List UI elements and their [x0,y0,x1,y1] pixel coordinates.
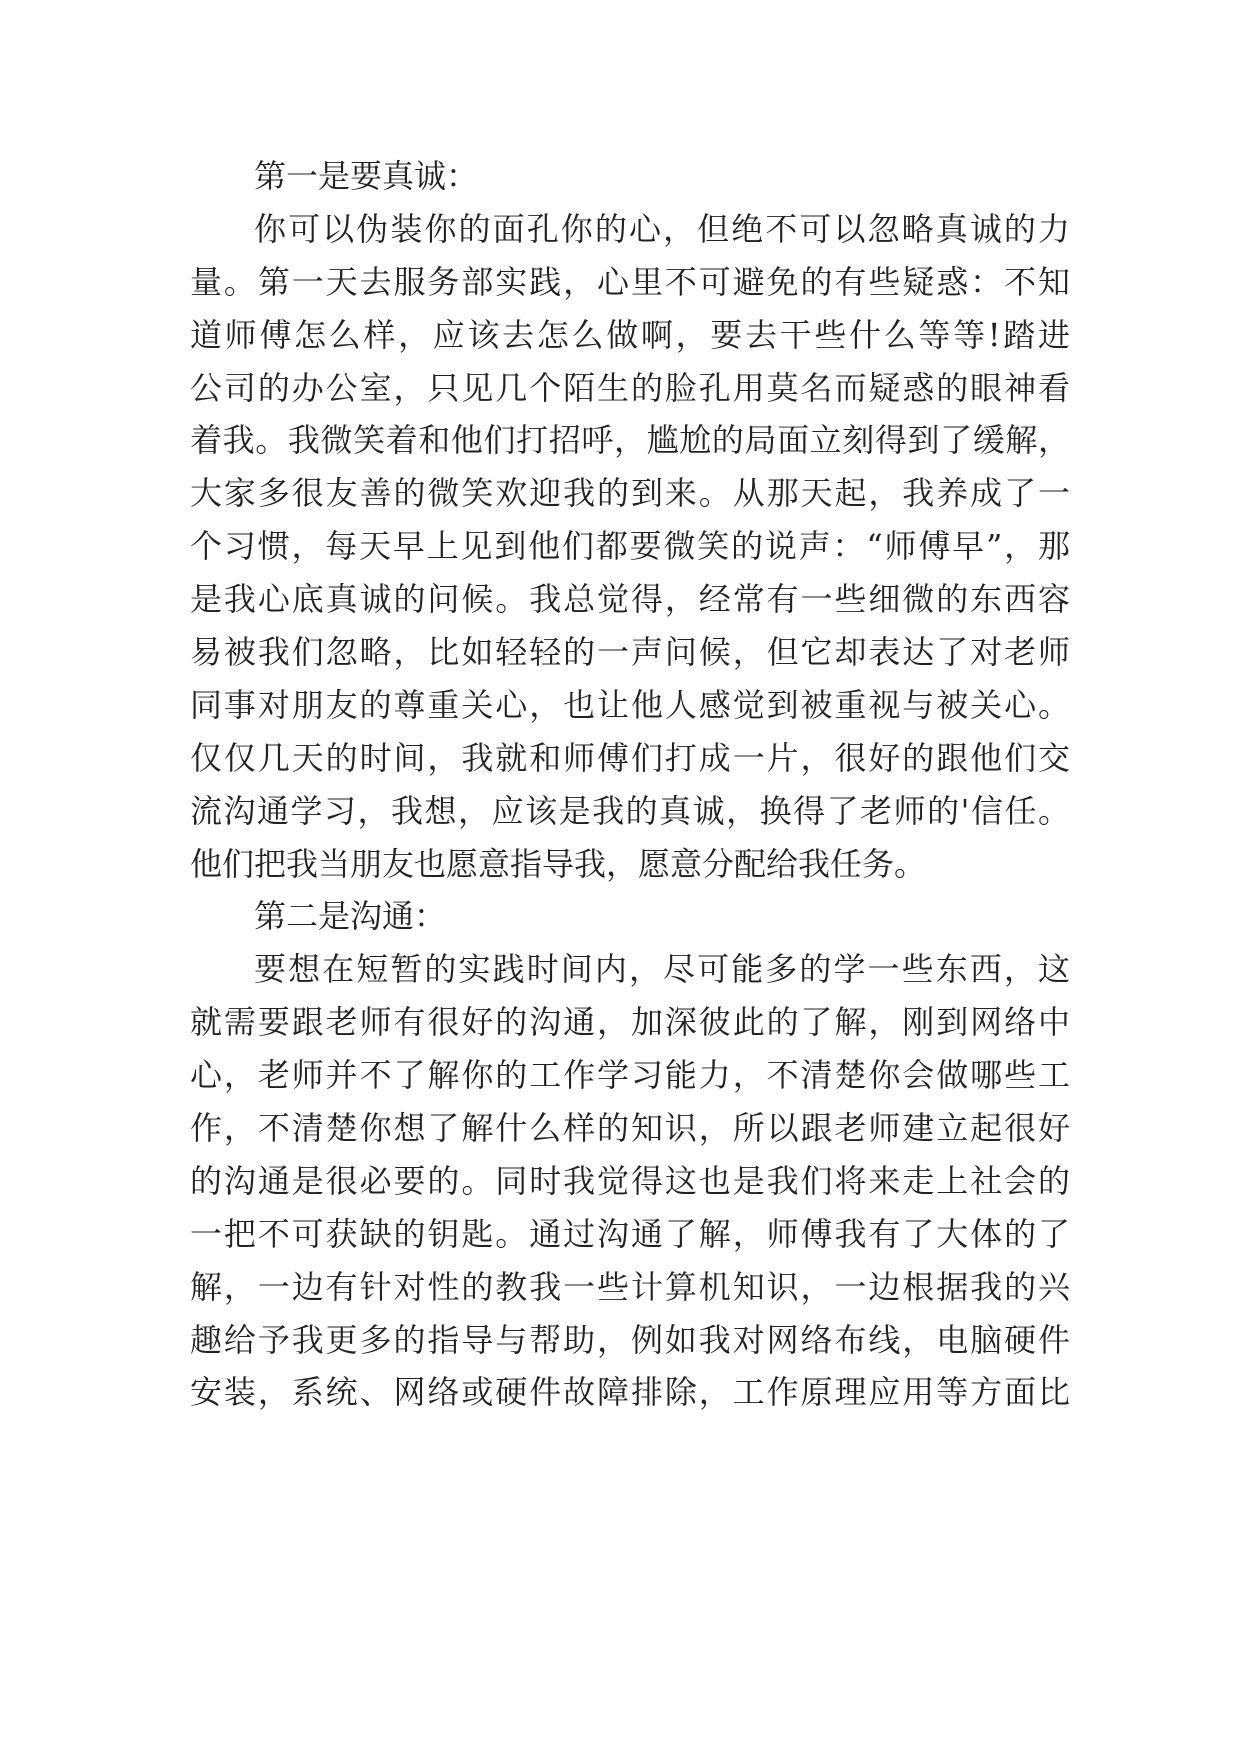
text-line: 流沟通学习，我想，应该是我的真诚，换得了老师的'信任。 [190,791,1070,830]
text-line: 解，一边有针对性的教我一些计算机知识，一边根据我的兴 [190,1267,1070,1306]
text-line: 一把不可获缺的钥匙。通过沟通了解，师傅我有了大体的了 [190,1214,1070,1253]
text-line: 仅仅几天的时间，我就和师傅们打成一片，很好的跟他们交 [190,738,1070,777]
text-line: 个习惯，每天早上见到他们都要微笑的说声：“师傅早”，那 [190,527,1070,566]
text-line: 要想在短暂的实践时间内，尽可能多的学一些东西，这 [254,950,1070,989]
text-line: 大家多很友善的微笑欢迎我的到来。从那天起，我养成了一 [190,474,1070,513]
text-line: 同事对朋友的尊重关心，也让他人感觉到被重视与被关心。 [190,685,1070,724]
section-heading-communication: 第二是沟通： [254,897,447,936]
text-line: 趣给予我更多的指导与帮助，例如我对网络布线，电脑硬件 [190,1320,1070,1359]
text-line: 公司的办公室，只见几个陌生的脸孔用莫名而疑惑的眼神看 [190,368,1070,407]
text-line: 的沟通是很必要的。同时我觉得这也是我们将来走上社会的 [190,1161,1070,1200]
text-line: 心，老师并不了解你的工作学习能力，不清楚你会做哪些工 [190,1056,1070,1095]
text-line: 着我。我微笑着和他们打招呼，尴尬的局面立刻得到了缓解， [190,421,1070,460]
document-body [190,150,1070,1419]
text-line: 道师傅怎么样，应该去怎么做啊，要去干些什么等等!踏进 [190,315,1070,354]
text-line: 易被我们忽略，比如轻轻的一声问候，但它却表达了对老师 [190,633,1070,672]
text-line: 他们把我当朋友也愿意指导我，愿意分配给我任务。 [190,844,927,883]
text-line: 是我心底真诚的问候。我总觉得，经常有一些细微的东西容 [190,580,1070,619]
text-line: 就需要跟老师有很好的沟通，加深彼此的了解，刚到网络中 [190,1003,1070,1042]
section-heading-sincerity: 第一是要真诚： [254,157,479,195]
text-line: 安装，系统、网络或硬件故障排除，工作原理应用等方面比 [190,1373,1070,1412]
text-line: 作，不清楚你想了解什么样的知识，所以跟老师建立起很好 [190,1109,1070,1148]
text-line: 量。第一天去服务部实践，心里不可避免的有些疑惑：不知 [190,262,1070,301]
text-line: 你可以伪装你的面孔你的心，但绝不可以忽略真诚的力 [254,209,1070,248]
